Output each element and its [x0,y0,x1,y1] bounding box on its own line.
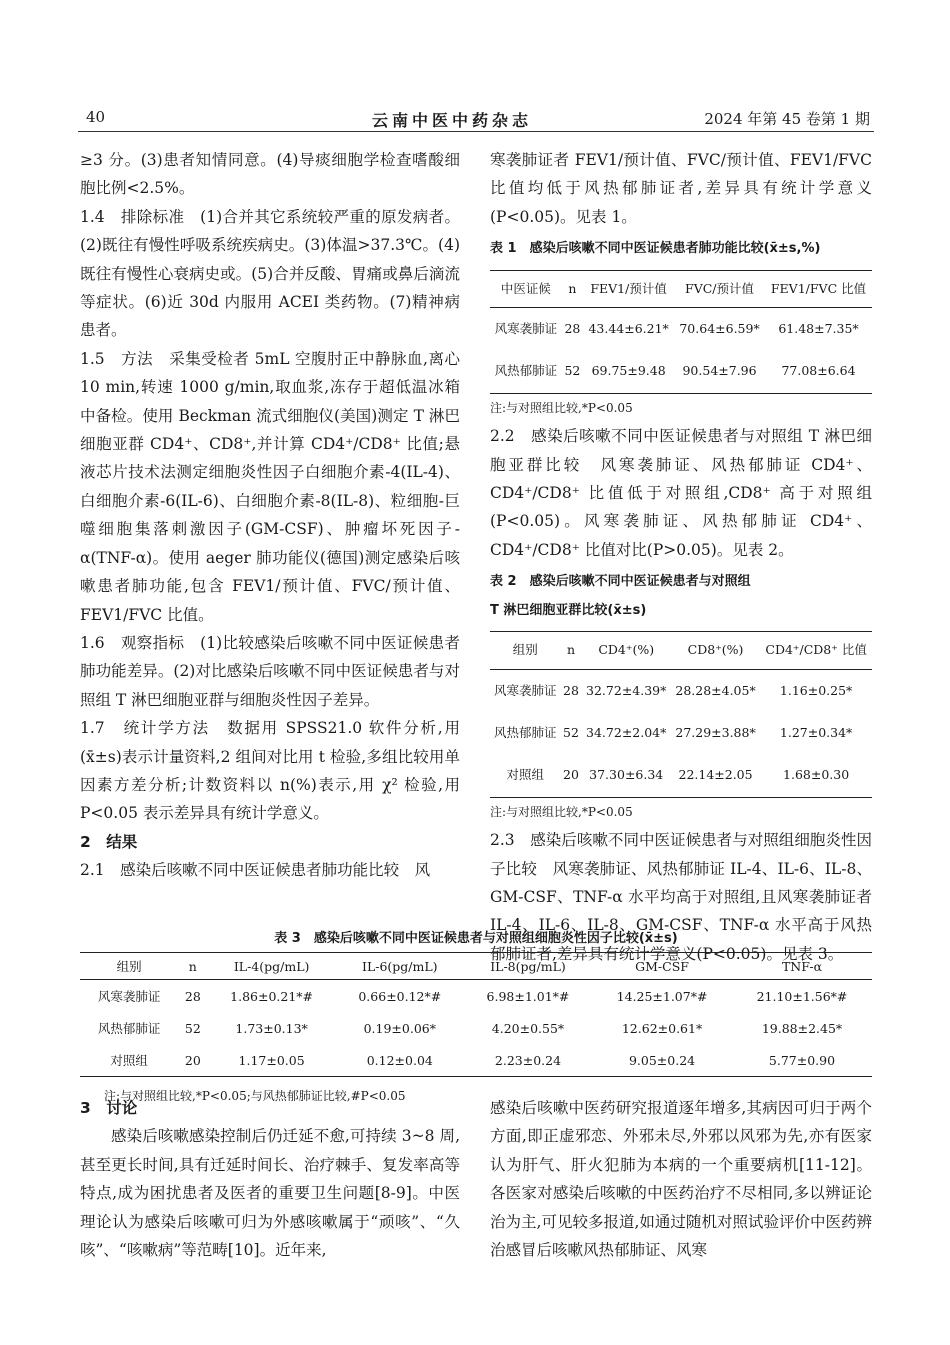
table-cell: 风热郁肺证 [97,1021,161,1036]
table2-note: 注:与对照组比较,*P<0.05 [490,804,633,819]
paragraph-exclusion: 1.4 排除标准 (1)合并其它系统较严重的原发病者。(2)既往有慢性呼吸系统疾病史。(3)体温>37.3℃。(4)既往有慢性心衰病史或。(5)合并反酸、胃痛或鼻后滴流等症状。(6)近 30d 内服用 ACEI 类药物。(7)精神病患者。 [80,207,460,340]
table-cell: 20 [560,754,581,797]
table2 [490,631,872,798]
header-rule [78,131,874,132]
table-cell: 0.12±0.04 [336,1044,464,1077]
table-cell: 对照组 [490,754,560,797]
column-header: CD4⁺/CD8⁺ 比值 [760,632,872,669]
table-row [490,308,872,351]
column-header: FEV1/预计值 [583,270,674,307]
column-header: CD4⁺(%) [582,632,671,669]
table-cell: 1.17±0.05 [208,1044,336,1077]
paragraph: ≥3 分。(3)患者知情同意。(4)导痰细胞学检查嗜酸细胞比例<2.5%。 [80,151,460,198]
table-cell: 34.72±2.04* [586,724,667,740]
paragraph-results-cont: 寒袭肺证者 FEV1/预计值、FVC/预计值、FEV1/FVC 比值均低于风热郁肺证者,差异具有统计学意义(P<0.05)。见表 1。 [490,151,872,226]
column-header: IL-6(pg/mL) [336,953,464,980]
table-cell: 风寒袭肺证 [494,321,558,337]
table-cell: 0.19±0.06* [363,1020,436,1036]
table3-caption: 表 3 感染后咳嗽不同中医证候患者与对照组细胞炎性因子比较(x̄±s) [274,931,678,946]
table-cell: 52 [184,1020,201,1036]
paragraph-results-2-3: 2.3 感染后咳嗽不同中医证候患者与对照组细胞炎性因子比较 风寒袭肺证、风热郁肺证 IL-4、IL-6、IL-8、GM-CSF、TNF-α 水平均高于对照组,且风寒袭肺证者 IL-4、IL-6、IL-8、GM-CSF、TNF-α 水平高于风热郁肺证者,差异具有统计学意义(P<0.05)。见表 3。 [490,831,872,963]
table-cell: 风热郁肺证 [493,724,557,740]
column-header: IL-4(pg/mL) [208,953,336,980]
paragraph-discussion: 感染后咳嗽感染控制后仍迁延不愈,可持续 3~8 周,甚至更长时间,具有迁延时间长、治疗棘手、复发率高等特点,成为困扰患者及医者的重要卫生问题[8-9]。中医理论认为感染后咳嗽可归为外感咳嗽属于“顽咳”、“久咳”、“咳嗽病”等范畴[10]。近年来, [80,1127,460,1260]
table-cell: 1.86±0.21*# [230,988,314,1004]
table-cell: 对照组 [80,1044,178,1077]
column-header: 组别 [490,632,560,669]
column-header: CD8⁺(%) [671,632,760,669]
table-cell: 22.14±2.05 [671,754,760,797]
table-cell: 1.73±0.13* [235,1020,308,1036]
column-header: n [178,953,207,980]
table-cell: 77.08±6.64 [765,350,872,393]
table-row [80,1012,872,1044]
column-header: 组别 [80,953,178,980]
table-cell: 27.29±3.88* [675,724,756,740]
table-row [490,350,872,393]
table-row [490,754,872,797]
table-cell: 风寒袭肺证 [97,989,161,1004]
table2-caption-line1: 表 2 感染后咳嗽不同中医证候患者与对照组 [490,574,751,590]
column-header: IL-8(pg/mL) [464,953,592,980]
table-row [80,1044,872,1077]
column-header: FEV1/FVC 比值 [765,270,872,307]
table2-caption-line2: T 淋巴细胞亚群比较(x̄±s) [490,602,647,618]
table-cell: 52 [563,724,579,740]
table1 [490,270,872,394]
table-cell: 5.77±0.90 [732,1044,872,1077]
journal-title: 云南中医中药杂志 [372,111,533,130]
column-header: GM-CSF [592,953,732,980]
table-cell: 21.10±1.56*# [756,988,848,1004]
table-cell: 1.16±0.25* [779,682,853,698]
section-heading-results: 2 结果 [80,832,138,851]
table3-note: 注:与对照组比较,*P<0.05;与风热郁肺证比较,#P<0.05 [104,1089,406,1103]
table-cell: 20 [178,1044,207,1077]
table-cell: 9.05±0.24 [592,1044,732,1077]
table-row [80,980,872,1013]
table-cell: 69.75±9.48 [583,350,674,393]
paragraph-statistics: 1.7 统计学方法 数据用 SPSS21.0 软件分析,用(x̄±s)表示计量资料,2 组间对比用 t 检验,多组比较用单因素方差分析;计数资料以 n(%)表示,用 χ² 检验,用 P<0.05 表示差异具有统计学意义。 [80,719,460,823]
table1-note: 注:与对照组比较,*P<0.05 [490,400,633,415]
section-heading-discussion: 3 讨论 [80,1099,138,1117]
column-header: FVC/预计值 [674,270,765,307]
table-cell: 12.62±0.61* [621,1020,703,1036]
issue-info: 2024 年第 45 卷第 1 期 [704,110,870,128]
paragraph-results-2-2: 2.2 感染后咳嗽不同中医证候患者与对照组 T 淋巴细胞亚群比较 风寒袭肺证、风热郁肺证 CD4⁺、CD4⁺/CD8⁺ 比值低于对照组,CD8⁺ 高于对照组(P<0.05)。风寒袭肺证、风热郁肺证 CD4⁺、CD4⁺/CD8⁺ 比值对比(P>0.05)。见表 2。 [490,427,872,559]
table-cell: 61.48±7.35* [778,321,859,337]
discussion-right [490,1094,872,1264]
table-cell: 37.30±6.34 [582,754,671,797]
table-cell: 43.44±6.21* [588,321,669,337]
paragraph-results-2-1: 2.1 感染后咳嗽不同中医证候患者肺功能比较 风 [80,861,431,880]
column-header: TNF-α [732,953,872,980]
table-row [490,712,872,754]
paragraph-method: 1.5 方法 采集受检者 5mL 空腹肘正中静脉血,离心 10 min,转速 1000 g/min,取血浆,冻存于超低温冰箱中备检。使用 Beckman 流式细胞仪(美国)测定 T 淋巴细胞亚群 CD4⁺、CD8⁺,并计算 CD4⁺/CD8⁺ 比值;悬液芯片技术法测定细胞炎性因子白细胞介素-4(IL-4)、白细胞介素-6(IL-6)、白细胞介素-8(IL-8)、粒细胞-巨噬细胞集落刺激因子(GM-CSF)、肿瘤坏死因子-α(TNF-α)。使用 aeger 肺功能仪(德国)测定感染后咳嗽患者肺功能,包含 FEV1/预计值、FVC/预计值、FEV1/FVC 比值。 [80,349,460,624]
table-cell: 1.68±0.30 [760,754,872,797]
paragraph-observation: 1.6 观察指标 (1)比较感染后咳嗽不同中医证候患者肺功能差异。(2)对比感染后咳嗽不同中医证候患者与对照组 T 淋巴细胞亚群与细胞炎性因子差异。 [80,633,460,709]
table-cell: 0.66±0.12*# [358,988,442,1004]
paragraph-discussion-cont: 感染后咳嗽中医药研究报道逐年增多,其病因可归于两个方面,即正虚邪恋、外邪未尽,外邪以风邪为先,亦有医家认为肝气、肝火犯肺为本病的一个重要病机[11-12]。各医家对感染后咳嗽的中医药治疗不尽相同,多以辨证论治为主,可见较多报道,如通过随机对照试验评价中医药辨治感冒后咳嗽风热郁肺证、风寒 [490,1099,872,1260]
table-cell: 4.20±0.55* [491,1020,565,1036]
table-cell: 52 [562,350,583,393]
table-cell: 2.23±0.24 [464,1044,592,1077]
table1-caption: 表 1 感染后咳嗽不同中医证候患者肺功能比较(x̄±s,%) [490,241,821,257]
table-cell: 28 [563,682,579,698]
table-cell: 1.27±0.34* [779,724,853,740]
table-cell: 32.72±4.39* [586,682,667,698]
column-header: n [562,270,583,307]
table-cell: 风热郁肺证 [490,350,562,393]
table-cell: 28 [184,988,201,1004]
page-number: 40 [86,108,106,126]
discussion-left [80,1094,460,1264]
table-cell: 19.88±2.45* [761,1020,843,1036]
table-cell: 6.98±1.01*# [486,988,570,1004]
table-cell: 28 [564,321,581,337]
table-row [490,669,872,712]
table-cell: 70.64±6.59* [679,321,760,337]
left-column [80,146,460,885]
table-cell: 90.54±7.96 [674,350,765,393]
right-column [490,146,872,968]
column-header: 中医证候 [490,270,562,307]
table3 [80,952,872,1077]
table-cell: 28.28±4.05* [675,682,756,698]
table3-block [80,927,872,1104]
table-cell: 14.25±1.07*# [616,988,708,1004]
table-cell: 风寒袭肺证 [493,682,557,698]
column-header: n [560,632,581,669]
